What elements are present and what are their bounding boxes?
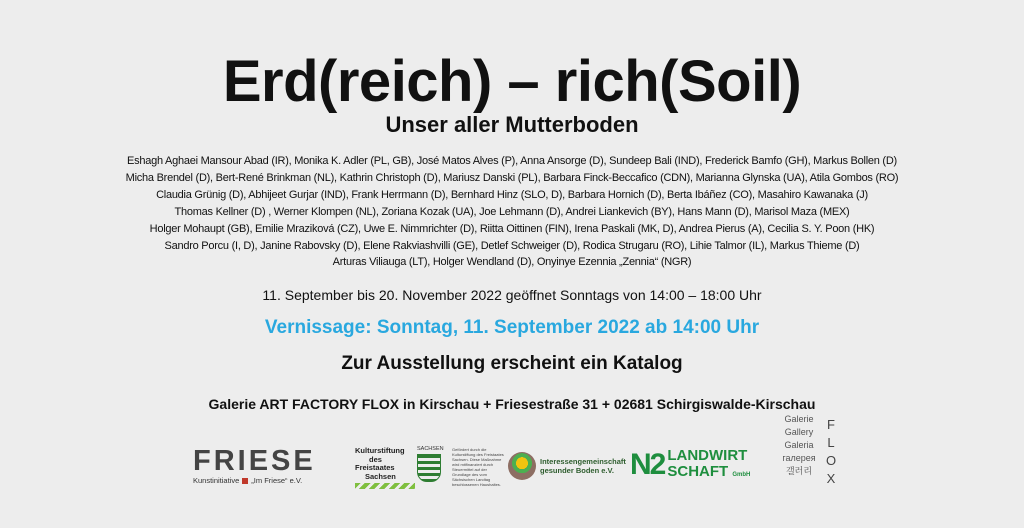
funding-notice: Gefördert durch die Kulturstiftung des Freistaates Sachsen. Diese Maßnahme wird mitfinanziert durch Steuermittel auf der Grundlage des vom Sächsischen Landtag beschlossenen Haushaltes.: [452, 447, 504, 487]
artist-list: [0, 153, 1024, 271]
artist-line: Sandro Porcu (I, D), Janine Rabovsky (D), Elene Rakviashvilli (GE), Detlef Schweiger (D), Rodica Strugaru (RO), Lihie Talmor (IL), Markus Thieme (D): [164, 239, 860, 252]
flox-letter: X: [826, 471, 836, 486]
exhibition-title: Erd(reich) – rich(Soil): [222, 49, 802, 114]
artist-line: Holger Mohaupt (GB), Emilie Mraziková (CZ), Uwe E. Nimmrichter (D), Riitta Oittinen (FIN), Irena Paskali (MK, D), Andrea Pierus (A), Cecilia S. Y. Poon (HK): [149, 222, 875, 235]
stripes-icon: [355, 483, 415, 489]
gallery-words: [780, 413, 818, 478]
gallery-word: Galeria: [784, 440, 814, 450]
exhibition-subtitle: Unser aller Mutterboden: [385, 112, 639, 137]
kulturstiftung-line: Sachsen: [365, 471, 396, 481]
flox-letter: F: [827, 417, 835, 432]
flox-letter: O: [825, 453, 837, 468]
friese-left-text: Kunstinitiative: [193, 476, 240, 485]
gallery-word: галерея: [782, 453, 816, 463]
artist-line: Arturas Viliauga (LT), Holger Wendland (D), Onyinye Ezennia „Zennia“ (NGR): [332, 256, 692, 269]
n2-mark: N2: [630, 448, 665, 481]
landwirtschaft-line: [667, 464, 750, 483]
kulturstiftung-line: des: [369, 454, 382, 464]
flox-logo: [824, 416, 838, 488]
sachsen-label: SACHSEN: [417, 446, 444, 452]
gallery-word: Galerie: [784, 414, 814, 424]
coat-of-arms-icon: [417, 454, 441, 482]
artist-line: Thomas Kellner (D) , Werner Klompen (NL), Zoriana Kozak (UA), Joe Lehmann (D), Andrei Liankevich (BY), Hans Mann (D), Marisol Maza (MEX): [174, 205, 850, 218]
ig-boden-text: [540, 457, 626, 475]
sachsen-logo: [417, 446, 447, 484]
artist-line: Claudia Grünig (D), Abhijeet Gurjar (IND), Frank Herrmann (D), Bernhard Hinz (SLO, D), Barbara Hornich (D), Berta Ibáñez (CO), Masahiro Kawanaka (J): [156, 188, 868, 201]
kulturstiftung-line: Freistaates: [355, 463, 395, 472]
gallery-word: 갤러리: [785, 466, 813, 476]
exhibition-dates: 11. September bis 20. November 2022 geöffnet Sonntags von 14:00 – 18:00 Uhr: [262, 287, 762, 303]
kulturstiftung-line: Kulturstiftung: [355, 446, 405, 455]
soil-emblem-icon: [508, 452, 536, 480]
flox-letter: L: [827, 435, 835, 450]
venue-address: Galerie ART FACTORY FLOX in Kirschau + Friesestraße 31 + 02681 Schirgiswalde-Kirschau: [208, 396, 816, 412]
friese-logo: [193, 446, 343, 486]
landwirtschaft-logo: [630, 446, 765, 484]
landwirtschaft-gmbh: GmbH: [732, 471, 751, 478]
artist-line: Eshagh Aghaei Mansour Abad (IR), Monika K. Adler (PL, GB), José Matos Alves (P), Anna Ansorge (D), Sundeep Bali (IND), Frederick Bamfo (GH), Markus Bollen (D): [127, 155, 897, 167]
ig-boden-line: Interessengemeinschaft: [540, 457, 626, 466]
catalog-notice: Zur Ausstellung erscheint ein Katalog: [341, 353, 683, 374]
landwirtschaft-words: [667, 448, 750, 483]
artist-line: Micha Brendel (D), Bert-René Brinkman (NL), Kathrin Christoph (D), Mariusz Danski (PL), Barbara Finck-Beccafico (CDN), Marianna Glynska (UA), Atila Gombos (RO): [125, 171, 899, 184]
vernissage-info: Vernissage: Sonntag, 11. September 2022 ab 14:00 Uhr: [264, 317, 760, 338]
ig-boden-line: gesunder Boden e.V.: [540, 466, 614, 475]
friese-wordmark: FRIESE: [193, 445, 316, 477]
ig-boden-logo: [508, 449, 628, 483]
friese-right-text: „Im Friese“ e.V.: [251, 476, 303, 485]
gallery-word: Gallery: [784, 427, 814, 437]
red-square-icon: [242, 478, 248, 484]
friese-subline: [193, 476, 343, 486]
landwirtschaft-line: LANDWIRT: [667, 446, 748, 464]
landwirtschaft-schaft: SCHAFT: [667, 462, 729, 480]
